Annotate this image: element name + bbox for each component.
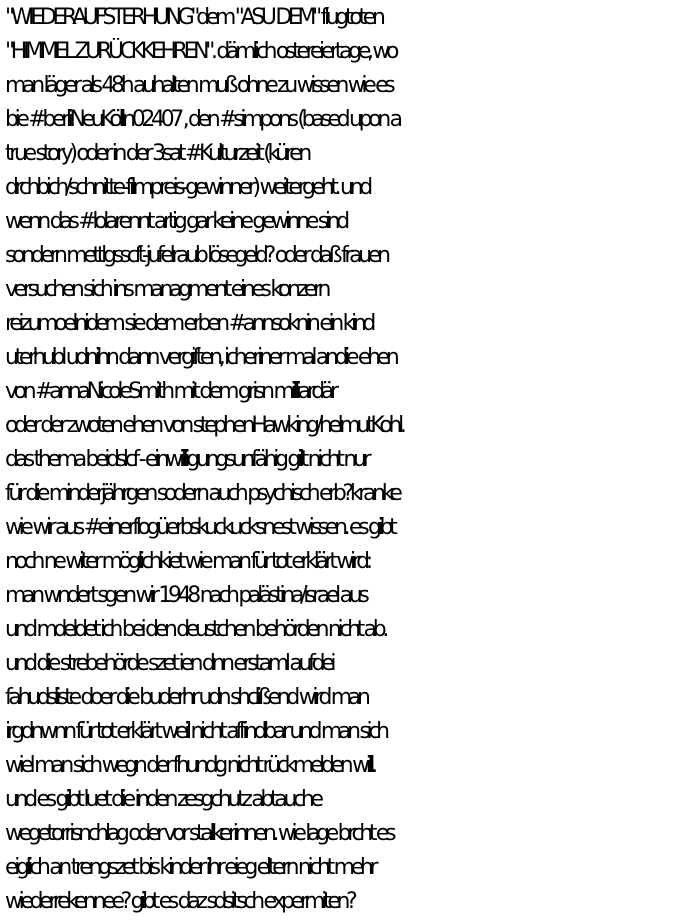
text-line: versuchen sich ins managment eines konzern	[5, 277, 328, 302]
text-line: wenn das #lolarennt artig gar keine gewinne sind	[5, 209, 346, 234]
text-line: man läger als 48h auhalten muß ohne zu wissen wie es	[5, 73, 392, 98]
text-line: und mdeldet ich bei den deustchen behörden nicht ab.	[5, 617, 386, 642]
text-line: oder der zwoten ehen von stephenHawking/helmutKohl.	[5, 413, 403, 438]
text-line: das thema beidslcf - einwilligungsunfähig gilt nicht nur	[5, 447, 368, 472]
text-line: reizumoelnidem sie dem erben #annsoknin ein kind	[5, 311, 373, 336]
text-line: für die minderjährgen sodern auch psychisch erb?kranke	[5, 481, 399, 506]
text-line: irgdnwnn für tot erklärt weil nicht affindbar und man sich	[5, 719, 386, 744]
text-line: "HIMMEL ZURÜCKKEHREN". dämlich ostereiertage, wo	[5, 39, 396, 64]
text-line: "WIEDERAUFSTERHUNG"dem "ASU DEM" flugtoten	[5, 5, 382, 30]
text-line: true story) oder in der 3sat #Kulturzeit (küren	[5, 141, 308, 166]
text-line: drchbich/schnitte-filmpreis-gewinner) weitergeht. und	[5, 175, 369, 200]
text-line: noch ne witer möglichkiet wie man für tot erklärt wird:	[5, 549, 369, 574]
document-text-block	[5, 1, 684, 919]
text-line: uterhubl udnihn dann vergiften, icheriner mal andie ehen	[5, 345, 396, 370]
text-line: eiglich an trengszet bis kinder ihr eieg eltern nicht mehr	[5, 855, 375, 880]
text-line: wiel man sich wegn der fhundg nicht rückmelden will.	[5, 753, 374, 778]
text-line: und es gibt luet die inden zesgchutz abtauche	[5, 787, 320, 812]
text-line: wie wir aus #einerflogüerbskuckucksnest wissen. es gibt	[5, 515, 394, 540]
text-line: wegetorrisnchlag oder vor stalkerinnen. wie lage brcht es	[5, 821, 393, 846]
text-line: bie #berliNeuKölln02407 , den #simpons (based upon a	[5, 107, 399, 132]
text-line: von #annaNicoleSmith mit dem grisn milliardär	[5, 379, 335, 404]
text-line: sondern mettlgsscft-jufelraub lösegeld? oder daß frauen	[5, 243, 387, 268]
text-line: und die strebehörde szet ien dnn erstaml aufdei	[5, 651, 333, 676]
text-line: wiederrekennee? gibt es daz sdsitsch expermiten?	[5, 889, 354, 914]
text-line: man wndert sgen wir 1948 nach palästina/israel aus	[5, 583, 366, 608]
text-line: fahudsliste doer die buderhr udn shclißend wird man	[5, 685, 367, 710]
